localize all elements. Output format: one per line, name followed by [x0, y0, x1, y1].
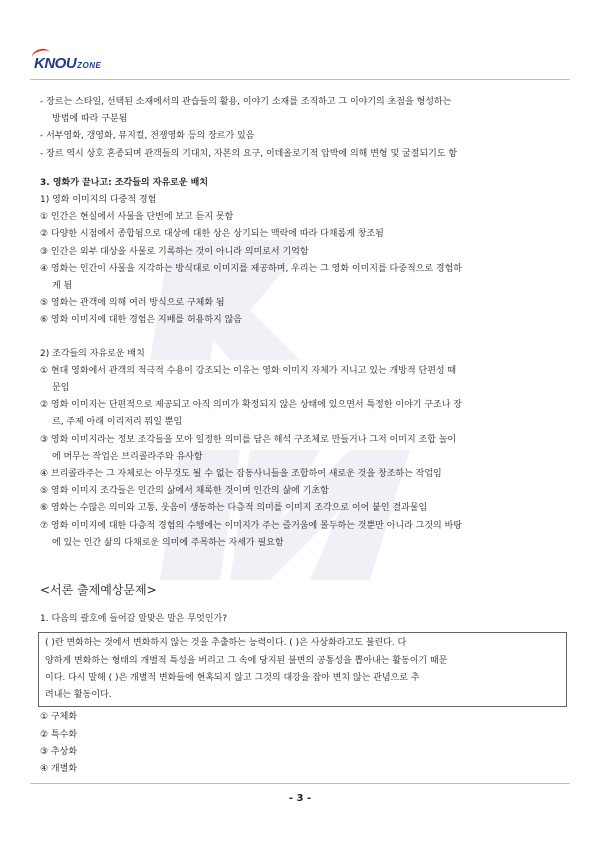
sub2-item: ① 현대 영화에서 관객의 적극적 수용이 강조되는 이유는 영화 이미지 자체가 지니고 있는 개방적 단편성 때	[40, 365, 457, 376]
question-1: 1. 다음의 괄호에 들어갈 알맞은 말은 무엇인가?	[40, 614, 228, 625]
sub2-item-cont: 르, 주제 아래 이리저리 뭐일 뿐임	[52, 417, 183, 428]
logo-knou: KNOU	[34, 55, 77, 72]
option-1: ① 구체화	[40, 712, 78, 723]
sub1-item: ① 인간은 현실에서 사물을 단번에 보고 듣지 못함	[40, 212, 234, 223]
option-3: ③ 추상화	[40, 746, 78, 757]
intro-line-2: 방법에 따라 구분됨	[52, 114, 128, 125]
question-box-line: ( )란 변화하는 것에서 변화하지 않는 것을 추출하는 능력이다. ( )은 사상화라고도 불린다. 다	[45, 638, 407, 649]
sub2-item: ④ 브리콜라주는 그 자체로는 아무것도 될 수 없는 잡동사니들을 조합하여 새로운 것을 창조하는 작업임	[40, 469, 442, 480]
sub2-item-cont: 문임	[52, 383, 70, 394]
option-2: ② 특수화	[40, 729, 78, 740]
sub2-item: ⑤ 영화 이미지 조각들은 인간의 삶에서 채록한 것이며 인간의 삶에 기초함	[40, 486, 329, 497]
document-content	[40, 94, 562, 778]
footer-rule	[30, 783, 570, 784]
sub2-item: ③ 영화 이미지라는 정보 조각들을 모아 일정한 의미를 담은 해석 구조체로 만들거나 그저 이미지 조합 놀이	[40, 434, 457, 445]
sub1-item: ⑥ 영화 이미지에 대한 경험은 지배를 허용하지 않음	[40, 315, 242, 326]
question-box	[38, 632, 567, 707]
sub1-item: ⑤ 영화는 관객에 의해 여러 방식으로 구체화 됨	[40, 298, 225, 309]
sub2-item: ⑦ 영화 이미지에 대한 다층적 경험의 수행에는 이미지가 주는 즐거움에 몰두하는 것뿐만 아니라 그것의 바탕	[40, 520, 462, 531]
sub1-item: ② 다양한 시점에서 종합됨으로 대상에 대한 상은 상기되는 맥락에 따라 다채롭게 창조됨	[40, 229, 384, 240]
sub2-item-cont: 에 있는 인간 삶의 다채로운 의미에 주목하는 자세가 필요함	[52, 537, 284, 548]
intro-line-1: - 장르는 스타일, 선택된 소재에서의 관습들의 활용, 이야기 소재를 조직하고 그 이야기의 초점을 형성하는	[40, 97, 452, 107]
sub2-item: ⑥ 영화는 수많은 의미와 고통, 웃음이 생동하는 다층적 의미를 이미지 조각으로 이어 붙인 결과물임	[40, 503, 428, 514]
question-box-line: 양하게 변화하는 형태의 개별적 특성을 버리고 그 속에 당지된 불변의 공통성을 뽑아내는 활동이기 때문	[45, 655, 448, 666]
sub2-item-cont: 에 머무는 작업은 브리콜라주와 유사함	[52, 451, 203, 462]
option-4: ④ 개별화	[40, 763, 78, 774]
logo-zone: ZONE	[77, 61, 102, 70]
knouzone-logo	[34, 53, 101, 71]
section3-sub2-title: 2) 조각들의 자유로운 배치	[40, 348, 145, 359]
section3-title: 3. 영화가 끝나고: 조각들의 자유로운 배치	[40, 177, 209, 188]
intro-line-4: - 장르 역시 상호 혼종되며 관객들의 기대치, 자본의 요구, 이데올로기적 압박에 의해 변형 및 굴절되기도 함	[40, 148, 458, 159]
page-number: - 3 -	[288, 793, 312, 804]
sub1-item: ③ 인간은 외부 대상을 사물로 기록하는 것이 아니라 의미로서 기억함	[40, 246, 309, 257]
sub2-item: ② 영화 이미지는 단편적으로 제공되고 아직 의미가 확정되지 않은 상태에 있으면서 특정한 이야기 구조나 장	[40, 400, 462, 411]
exam-section-title: <서론 출제예상문제>	[40, 583, 157, 598]
header-rule	[30, 79, 570, 80]
sub1-item: ④ 영화는 인간이 사물을 지각하는 방식대로 이미지를 제공하며, 우리는 그 영화 이미지를 다중적으로 경험하	[40, 263, 462, 274]
sub1-item-cont: 게 됨	[52, 281, 73, 292]
question-box-line: 려내는 활동이다.	[45, 690, 112, 701]
intro-line-3: - 서부영화, 갱영화, 뮤지컬, 전쟁영화 등의 장르가 있음	[40, 131, 255, 142]
section3-sub1-title: 1) 영화 이미지의 다중적 경험	[40, 195, 157, 206]
question-box-line: 이다. 다시 말해 ( )은 개별적 변화들에 현혹되지 않고 그것의 대강을 잡아 변치 않는 관념으로 추	[45, 672, 420, 683]
